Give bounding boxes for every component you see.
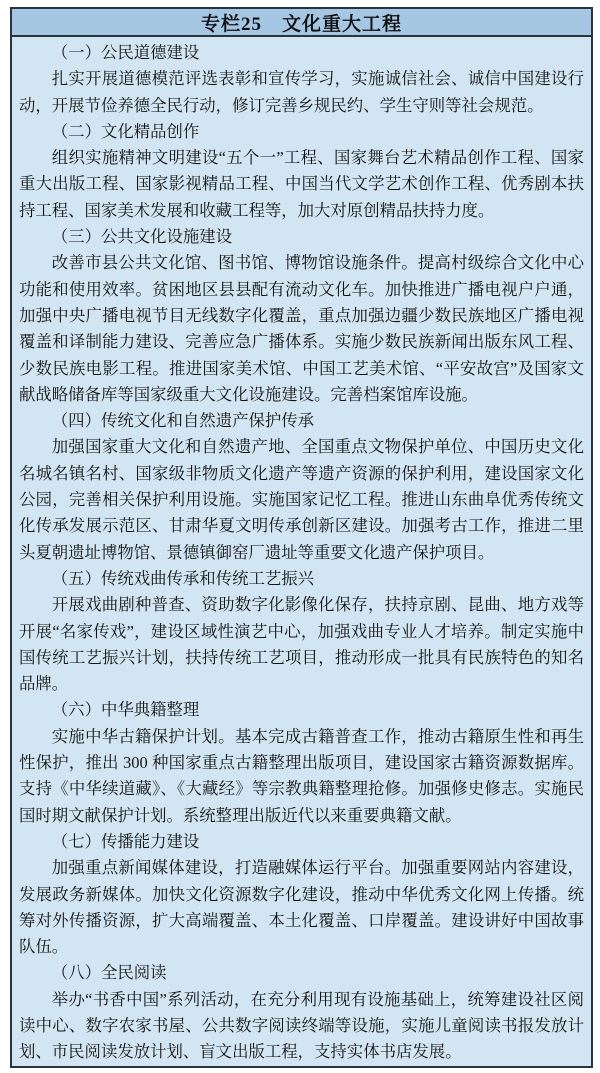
section-text-communication-capacity: 加强重点新闻媒体建设，打造融媒体运行平台。加强重要网站内容建设，发展政务新媒体。加快文化资源数字化建设，推动中华优秀文化网上传播。统筹对外传播资源，扩大高端覆盖、本土化覆盖、口岸覆盖。建设讲好中国故事队伍。	[19, 858, 584, 957]
section-heading-opera-crafts-revival: （五）传统戏曲传承和传统工艺振兴	[51, 568, 315, 588]
section-heading-heritage-protection: （四）传统文化和自然遗产保护传承	[51, 411, 315, 431]
section-text-civic-morality: 扎实开展道德模范评选表彰和宣传学习，实施诚信社会、诚信中国建设行动，开展节俭养德全民行动，修订完善乡规民约、学生守则等社会规范。	[19, 69, 584, 115]
section-text-national-reading: 举办“书香中国”系列活动，在充分利用现有设施基础上，统筹建设社区阅读中心、数字农家书屋、公共数字阅读终端等设施，实施儿童阅读书报发放计划、市民阅读发放计划、盲文出版工程，支持实体书店发展。	[19, 989, 584, 1062]
section-text-opera-crafts-revival: 开展戏曲剧种普查、资助数字化影像化保存，扶持京剧、昆曲、地方戏等开展“名家传戏”，建设区域性演艺中心，加强戏曲专业人才培养。制定实施中国传统工艺振兴计划，扶持传统工艺项目，推动形成一批具有民族特色的知名品牌。	[19, 595, 584, 694]
section-heading-national-reading: （八）全民阅读	[51, 963, 167, 983]
section-text-public-cultural-facilities: 改善市县公共文化馆、图书馆、博物馆设施条件。提高村级综合文化中心功能和使用效率。贫困地区县县配有流动文化车。加快推进广播电视户户通，加强中央广播电视节目无线数字化覆盖，重点加强边疆少数民族地区广播电视覆盖和译制能力建设、完善应急广播体系。实施少数民族新闻出版东风工程、少数民族电影工程。推进国家美术馆、中国工艺美术馆、“平安故宫”及国家文献战略储备库等国家级重大文化设施建设。完善档案馆库设施。	[19, 253, 584, 404]
section-text-classics-compilation: 实施中华古籍保护计划。基本完成古籍普查工作，推动古籍原生性和再生性保护，推出 300 种国家重点古籍整理出版项目，建设国家古籍资源数据库。支持《中华续道藏》、《大藏经》等宗教典籍整理抢修。加强修史修志。实施民国时期文献保护计划。系统整理出版近代以来重要典籍文献。	[19, 726, 584, 825]
section-heading-cultural-masterworks: （二）文化精品创作	[51, 121, 200, 141]
feature-box-culture-projects	[10, 7, 593, 1068]
feature-box-body	[12, 37, 591, 1068]
feature-box-title: 专栏25 文化重大工程	[200, 13, 402, 35]
section-heading-communication-capacity: （七）传播能力建设	[51, 831, 200, 851]
feature-box-header	[12, 9, 591, 37]
section-text-heritage-protection: 加强国家重大文化和自然遗产地、全国重点文物保护单位、中国历史文化名城名镇名村、国家级非物质文化遗产等遗产资源的保护利用，建设国家文化公园，完善相关保护利用设施。实施国家记忆工程。推进山东曲阜优秀传统文化传承发展示范区、甘肃华夏文明传承创新区建设。加强考古工作，推进二里头夏朝遗址博物馆、景德镇御窑厂遗址等重要文化遗产保护项目。	[19, 437, 584, 562]
section-text-cultural-masterworks: 组织实施精神文明建设“五个一”工程、国家舞台艺术精品创作工程、国家重大出版工程、国家影视精品工程、中国当代文学艺术创作工程、优秀剧本扶持工程、国家美术发展和收藏工程等，加大对原创精品扶持力度。	[19, 148, 584, 220]
section-heading-classics-compilation: （六）中华典籍整理	[51, 700, 200, 720]
section-heading-public-cultural-facilities: （三）公共文化设施建设	[51, 227, 233, 247]
section-heading-civic-morality: （一）公民道德建设	[51, 43, 200, 62]
